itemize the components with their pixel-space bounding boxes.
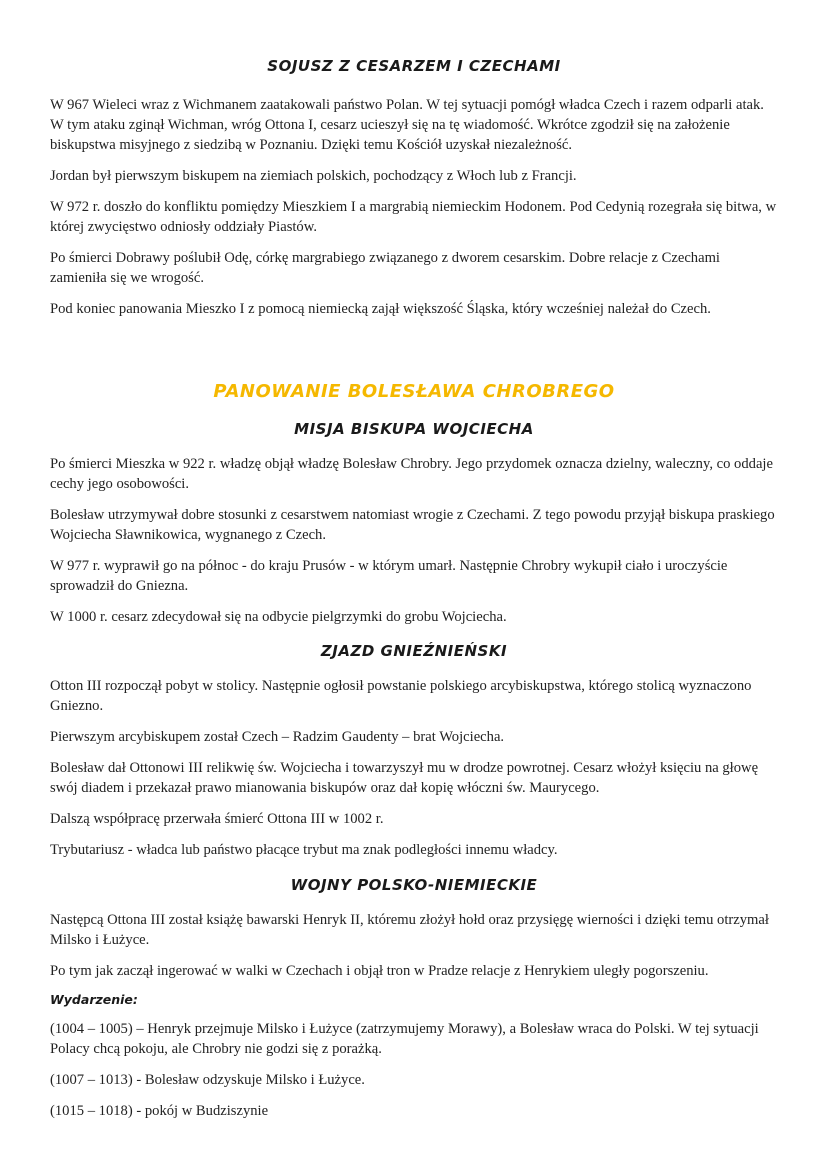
paragraph: Pierwszym arcybiskupem został Czech – Radzim Gaudenty – brat Wojciecha. <box>50 729 505 745</box>
paragraph: Następcą Ottona III został książę bawarski Henryk II, któremu złożył hołd oraz przysięgę wierności i dzięki temu otrzymał Milsko i Łużyce. <box>50 912 769 948</box>
event-item: (1015 – 1018) - pokój w Budziszynie <box>50 1103 269 1119</box>
paragraph: Po śmierci Mieszka w 922 r. władzę objął władzę Bolesław Chrobry. Jego przydomek oznacza dzielny, waleczny, co oddaje cechy jego osobowości. <box>50 456 773 492</box>
paragraph: W 1000 r. cesarz zdecydował się na odbycie pielgrzymki do grobu Wojciecha. <box>50 609 507 625</box>
paragraph: Bolesław dał Ottonowi III relikwię św. Wojciecha i towarzyszył mu w drodze powrotnej. Cesarz włożył księciu na głowę swój diadem i przekazał prawo mianowania biskupów oraz dał kopię włóczni św. Maurycego. <box>50 760 759 796</box>
events-label: Wydarzenie: <box>50 992 138 1007</box>
paragraph: W 977 r. wyprawił go na północ - do kraju Prusów - w którym umarł. Następnie Chrobry wykupił ciało i uroczyście sprowadził do Gniezna. <box>50 558 728 594</box>
paragraph: Otton III rozpoczął pobyt w stolicy. Następnie ogłosił powstanie polskiego arcybiskupstwa, którego stolicą wyznaczono Gniezno. <box>50 678 752 714</box>
main-title: PANOWANIE BOLESŁAWA CHROBREGO <box>213 381 615 402</box>
section-heading-wars: WOJNY POLSKO-NIEMIECKIE <box>290 876 538 894</box>
paragraph: Trybutariusz - władca lub państwo płacące trybut ma znak podległości innemu władcy. <box>50 842 558 858</box>
event-item: (1007 – 1013) - Bolesław odzyskuje Milsko i Łużyce. <box>50 1072 365 1088</box>
paragraph: Po tym jak zaczął ingerować w walki w Czechach i objął tron w Pradze relacje z Henrykiem uległy pogorszeniu. <box>50 963 709 979</box>
paragraph: Bolesław utrzymywał dobre stosunki z cesarstwem natomiast wrogie z Czechami. Z tego powodu przyjął biskupa praskiego Wojciecha Sławnikowica, wygnanego z Czech. <box>50 507 775 543</box>
paragraph: Dalszą współpracę przerwała śmierć Ottona III w 1002 r. <box>50 811 384 827</box>
event-item: (1004 – 1005) – Henryk przejmuje Milsko i Łużyce (zatrzymujemy Morawy), a Bolesław wraca do Polski. W tej sytuacji Polacy chcą pokoju, ale Chrobry nie godzi się z porażką. <box>50 1021 759 1057</box>
section-heading-congress: ZJAZD GNIEŹNIEŃSKI <box>320 642 508 660</box>
paragraph: Pod koniec panowania Mieszko I z pomocą niemiecką zajął większość Śląska, który wcześniej należał do Czech. <box>50 301 711 317</box>
paragraph: W 967 Wieleci wraz z Wichmanem zaatakowali państwo Polan. W tej sytuacji pomógł władca Czech i razem odparli atak. W tym ataku zginął Wichman, wróg Ottona I, cesarz ucieszył się na tę wiadomość. Wkrótce zgodził się na założenie biskupstwa misyjnego z siedzibą w Poznaniu. Dzięki temu Kościół uzyskał niezależność. <box>50 97 764 153</box>
paragraph: Po śmierci Dobrawy poślubił Odę, córkę margrabiego związanego z dworem cesarskim. Dobre relacje z Czechami zamieniła się we wrogość. <box>50 250 720 286</box>
paragraph: Jordan był pierwszym biskupem na ziemiach polskich, pochodzący z Włoch lub z Francji. <box>50 168 577 184</box>
section-heading-mission: MISJA BISKUPA WOJCIECHA <box>294 420 534 438</box>
section-heading-alliance: SOJUSZ Z CESARZEM I CZECHAMI <box>267 57 561 75</box>
paragraph: W 972 r. doszło do konfliktu pomiędzy Mieszkiem I a margrabią niemieckim Hodonem. Pod Cedynią rozegrała się bitwa, w której zwycięstwo odniosły oddziały Piastów. <box>50 199 777 235</box>
